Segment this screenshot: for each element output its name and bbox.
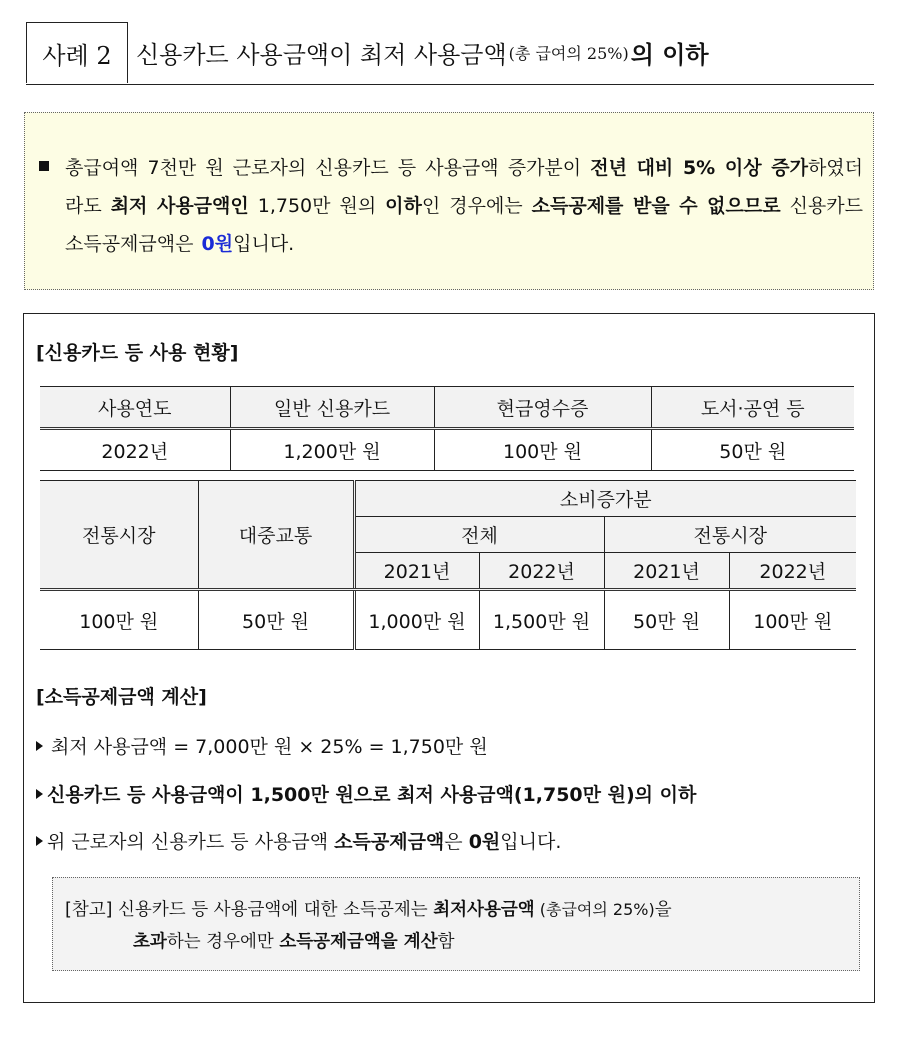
calc-line-3-bold-b: 소득공제금액 (334, 831, 445, 853)
header-traditional-market-sub: 전통시장 (604, 517, 856, 553)
cell-traditional-2022: 100만 원 (729, 590, 856, 650)
header-books-shows: 도서·공연 등 (651, 387, 854, 429)
calc-line-2-text: 신용카드 등 사용금액이 1,500만 원으로 최저 사용금액(1,750만 원)의 이하 (47, 784, 697, 806)
usage-table-row (40, 429, 854, 471)
header-public-transit: 대중교통 (198, 481, 354, 590)
header-cash-receipt: 현금영수증 (434, 387, 651, 429)
note-paren: (총급여의 25%) (534, 900, 655, 919)
header-year-2022-traditional: 2022년 (729, 553, 856, 590)
case-header (26, 22, 874, 85)
header-year: 사용연도 (40, 387, 230, 429)
increase-table-row (40, 590, 856, 650)
usage-table (40, 386, 854, 471)
calc-line-3-text-c: 은 (444, 831, 469, 853)
summary-text-2: 하였더라도 (65, 157, 863, 217)
summary-bold-4: 소득공제를 받을 수 없으므로 (531, 195, 781, 217)
note-text-3: 함 (437, 932, 455, 952)
triangle-bullet-icon (36, 741, 43, 751)
increase-header-row-1 (40, 481, 856, 517)
calc-line-1 (36, 732, 488, 759)
case-title-main: 신용카드 사용금액이 최저 사용금액 (136, 40, 507, 69)
case-title (136, 22, 709, 82)
summary-zero-amount: 0원 (201, 233, 234, 255)
note-bold-1: 최저사용금액 (433, 900, 535, 920)
note-text-2: 하는 경우에만 (166, 932, 280, 952)
calc-line-3-text-e: 입니다. (500, 831, 562, 853)
header-year-2021-total: 2021년 (354, 553, 479, 590)
summary-text-4: 인 경우에는 (421, 195, 532, 217)
summary-bold-1: 전년 대비 5% 이상 증가 (590, 157, 808, 179)
header-year-2021-traditional: 2021년 (604, 553, 729, 590)
summary-box (24, 112, 874, 290)
cell-credit-card: 1,200만 원 (230, 429, 434, 471)
calc-line-3 (36, 827, 561, 854)
cell-year: 2022년 (40, 429, 230, 471)
increase-table (40, 480, 856, 650)
example-detail-box (23, 313, 875, 1003)
summary-bold-2: 최저 사용금액인 (110, 195, 249, 217)
summary-text-6: 입니다. (233, 233, 295, 255)
calc-line-3-text-a: 위 근로자의 신용카드 등 사용금액 (47, 831, 335, 853)
calc-line-1-text: 최저 사용금액 = 7,000만 원 × 25% = 1,750만 원 (51, 736, 488, 758)
calc-line-3-bold-d: 0원 (468, 831, 501, 853)
summary-text (65, 149, 863, 263)
note-line-1 (65, 894, 849, 926)
note-line-2 (65, 926, 849, 958)
triangle-bullet-icon (36, 836, 43, 846)
note-prefix: [참고] 신용카드 등 사용금액에 대한 소득공제는 (65, 900, 434, 920)
usage-table-header-row (40, 387, 854, 429)
square-bullet-icon (39, 161, 49, 171)
summary-text-3: 1,750만 원의 (248, 195, 386, 217)
header-credit-card: 일반 신용카드 (230, 387, 434, 429)
header-consumption-increase: 소비증가분 (354, 481, 856, 517)
case-label: 사례 2 (26, 22, 128, 83)
note-bold-3: 소득공제금액을 계산 (279, 932, 438, 952)
summary-text-5: 신용카드 소득공제금액은 (65, 195, 863, 255)
cell-total-2022: 1,500만 원 (479, 590, 604, 650)
cell-traditional-market: 100만 원 (40, 590, 198, 650)
cell-books-shows: 50만 원 (651, 429, 854, 471)
cell-cash-receipt: 100만 원 (434, 429, 651, 471)
reference-note (52, 877, 860, 971)
header-total: 전체 (354, 517, 604, 553)
triangle-bullet-icon (36, 789, 43, 799)
note-text-1: 을 (654, 900, 672, 920)
cell-public-transit: 50만 원 (198, 590, 354, 650)
summary-bold-3: 이하 (385, 195, 422, 217)
case-title-paren: (총 급여의 25%) (508, 43, 629, 63)
usage-section-title: [신용카드 등 사용 현황] (36, 342, 239, 364)
header-traditional-market: 전통시장 (40, 481, 198, 590)
cell-traditional-2021: 50만 원 (604, 590, 729, 650)
calc-section-title: [소득공제금액 계산] (36, 686, 207, 708)
note-bold-2: 초과 (133, 932, 167, 952)
cell-total-2021: 1,000만 원 (354, 590, 479, 650)
calc-line-2 (36, 780, 696, 807)
header-year-2022-total: 2022년 (479, 553, 604, 590)
case-title-end: 의 이하 (630, 39, 709, 69)
summary-text-1: 총급여액 7천만 원 근로자의 신용카드 등 사용금액 증가분이 (65, 157, 591, 179)
